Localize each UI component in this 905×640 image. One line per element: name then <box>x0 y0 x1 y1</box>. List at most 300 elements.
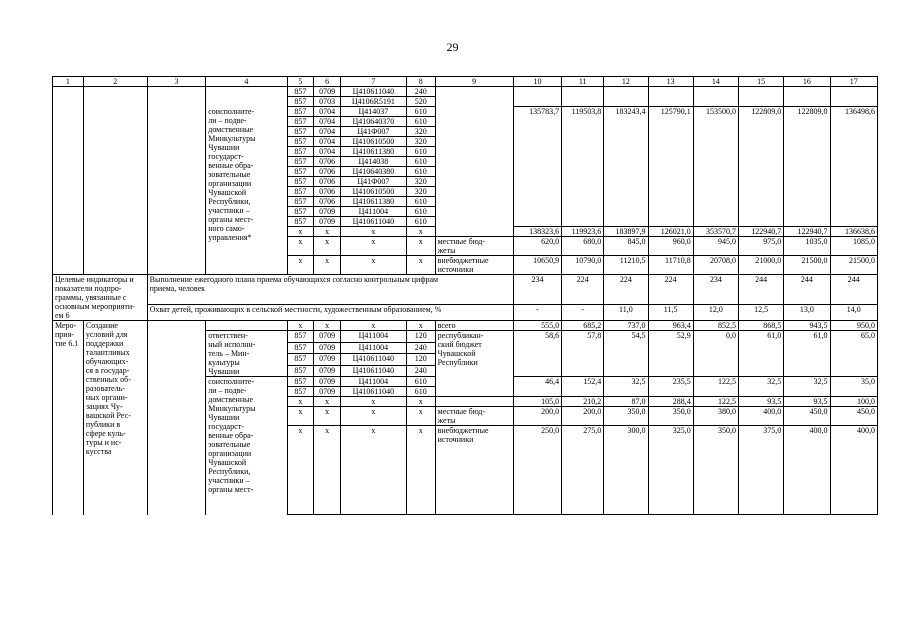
table-cell: x <box>314 256 341 275</box>
table-cell: 325,0 <box>648 426 693 515</box>
table-cell: x <box>406 397 435 407</box>
cell-line: Чувашской <box>437 349 476 358</box>
table-cell <box>784 87 830 107</box>
table-cell: 960,0 <box>648 237 693 256</box>
table-cell: 12,0 <box>693 305 738 321</box>
table-cell: 10650,9 <box>513 256 561 275</box>
cell-line: ответствен- <box>208 331 248 340</box>
cell-line: организации <box>208 178 252 188</box>
table-cell: 857 <box>287 207 314 217</box>
table-cell: 136498,6 <box>830 107 877 227</box>
table-cell: 975,0 <box>739 237 784 256</box>
cell-line: Республики, <box>208 467 251 476</box>
table-cell: 20708,0 <box>693 256 738 275</box>
cell-line: кусства <box>85 447 112 456</box>
table-cell: 58,6 <box>513 331 561 377</box>
cell-line: Чувашии <box>208 413 240 422</box>
table-cell: 234 <box>693 275 738 305</box>
table-cell: 857 <box>287 117 314 127</box>
table-cell: 963,4 <box>648 321 693 331</box>
table-cell: 135783,7 <box>513 107 561 227</box>
source-cell <box>435 331 513 397</box>
table-cell: 87,0 <box>604 397 648 407</box>
cell-line: тие 6.1 <box>55 339 79 348</box>
table-cell: 857 <box>287 147 314 157</box>
table-cell: 0709 <box>314 387 341 397</box>
cell-line: поддержки <box>85 339 124 348</box>
co-executors-cell <box>206 107 287 275</box>
table-cell: 857 <box>287 177 314 187</box>
table-cell: 100,0 <box>830 397 877 407</box>
table-cell: Ц414038 <box>340 157 406 167</box>
table-cell: 300,0 <box>604 426 648 515</box>
cell-line: талантливых <box>85 348 130 357</box>
column-header: 11 <box>562 77 604 87</box>
cell-line: республикан- <box>437 331 484 340</box>
table-cell: 224 <box>604 275 648 305</box>
table-cell: 610 <box>406 387 435 397</box>
cell-line: условий для <box>85 330 128 339</box>
table-cell: 450,0 <box>784 407 830 426</box>
table-cell: x <box>340 426 406 515</box>
table-cell: x <box>314 407 341 426</box>
cell-line: Минкультуры <box>208 133 256 143</box>
table-cell: 0706 <box>314 187 341 197</box>
measure-title <box>83 321 147 515</box>
table-cell: 275,0 <box>562 426 604 515</box>
table-cell: - <box>513 305 561 321</box>
table-cell: 122809,0 <box>739 107 784 227</box>
table-cell: 852,5 <box>693 321 738 331</box>
table-cell: 122809,0 <box>784 107 830 227</box>
cell-line: источники <box>437 265 474 274</box>
cell-line: зовательные <box>208 169 251 179</box>
table-cell: Ц410611040 <box>340 354 406 366</box>
cell-line: Целевые индикаторы и <box>55 275 134 284</box>
table-cell: Ц414037 <box>340 107 406 117</box>
table-cell: x <box>406 321 435 331</box>
table-cell: 21000,0 <box>739 256 784 275</box>
column-header: 10 <box>513 77 561 87</box>
cell-line: ся в государ- <box>85 366 130 375</box>
column-header: 16 <box>784 77 830 87</box>
cell-line: туры и ис- <box>85 438 122 447</box>
table-cell: 10790,0 <box>562 256 604 275</box>
table-cell: 240 <box>406 87 435 97</box>
page-number: 29 <box>446 40 459 54</box>
table-cell: 1085,0 <box>830 237 877 256</box>
table-cell: 240 <box>406 365 435 377</box>
table-cell: 234 <box>513 275 561 305</box>
table-cell: 250,0 <box>513 426 561 515</box>
table-cell: x <box>287 256 314 275</box>
cell-line: венные обра- <box>208 431 254 440</box>
table-cell <box>53 87 84 275</box>
table-cell <box>147 87 206 275</box>
table-cell: 857 <box>287 377 314 387</box>
table-cell: Ц410611040 <box>340 217 406 227</box>
table-cell: 122,5 <box>693 397 738 407</box>
table-cell: 240 <box>406 342 435 354</box>
table-cell: 400,0 <box>784 426 830 515</box>
table-cell: 152,4 <box>562 377 604 397</box>
table-cell: 136638,6 <box>830 227 877 237</box>
cell-line: участники – <box>208 476 250 485</box>
table-cell: Ц41Ф007 <box>340 127 406 137</box>
table-cell: 122940,7 <box>739 227 784 237</box>
table-cell: 945,0 <box>693 237 738 256</box>
table-cell: 13,0 <box>784 305 830 321</box>
table-cell: 0709 <box>314 377 341 387</box>
table-cell: Ц410611040 <box>340 387 406 397</box>
table-cell <box>830 87 877 107</box>
cell-line: публики в <box>85 420 121 429</box>
table-cell: 126021,0 <box>648 227 693 237</box>
table-cell: 857 <box>287 354 314 366</box>
table-cell <box>83 87 147 275</box>
table-cell: 120 <box>406 354 435 366</box>
cell-line: тель – Мин- <box>208 349 250 358</box>
table-cell: 200,0 <box>513 407 561 426</box>
table-cell: 0704 <box>314 107 341 117</box>
table-cell: 0709 <box>314 331 341 343</box>
table-cell <box>435 397 513 407</box>
table-cell: 244 <box>784 275 830 305</box>
cell-line: граммы, увязанные с <box>55 293 127 302</box>
cell-line: ли – подве- <box>208 386 247 395</box>
table-cell: 52,9 <box>648 331 693 377</box>
table-cell <box>206 321 287 331</box>
table-cell: 857 <box>287 97 314 107</box>
table-cell: Ц410610500 <box>340 187 406 197</box>
cell-line: соисполните- <box>208 377 255 386</box>
table-cell <box>513 87 561 107</box>
table-cell: 57,8 <box>562 331 604 377</box>
table-cell: Ц411004 <box>340 377 406 387</box>
cell-line: обучающих- <box>85 357 129 366</box>
table-cell: 610 <box>406 207 435 217</box>
cell-line: органы мест- <box>208 214 254 224</box>
cell-line: Чувашской <box>208 187 247 197</box>
cell-line: разователь- <box>85 384 125 393</box>
table-cell: 400,0 <box>830 426 877 515</box>
cell-line: жеты <box>437 246 456 255</box>
table-cell: x <box>314 321 341 331</box>
cell-line: Чувашии <box>208 367 240 376</box>
table-cell: x <box>314 237 341 256</box>
cell-line: ного само- <box>208 223 245 233</box>
table-cell: Ц410610500 <box>340 137 406 147</box>
table-cell: 224 <box>562 275 604 305</box>
table-cell: 35,0 <box>830 377 877 397</box>
table-cell: 288,4 <box>648 397 693 407</box>
cell-line: Меро- <box>55 321 77 330</box>
table-cell: x <box>314 397 341 407</box>
table-cell: 610 <box>406 117 435 127</box>
table-cell: 32,5 <box>739 377 784 397</box>
table-cell: Ц41Ф007 <box>340 177 406 187</box>
table-cell: 244 <box>739 275 784 305</box>
cell-line: жеты <box>437 416 456 425</box>
measure-id <box>53 321 84 515</box>
table-cell: 105,0 <box>513 397 561 407</box>
table-cell: Ц410611040 <box>340 87 406 97</box>
table-cell: x <box>406 407 435 426</box>
table-cell <box>693 87 738 107</box>
table-cell: x <box>287 426 314 515</box>
co-executors-cell <box>206 377 287 515</box>
column-header: 12 <box>604 77 648 87</box>
source-cell <box>435 256 513 275</box>
table-cell: 350,0 <box>693 426 738 515</box>
table-cell: 0704 <box>314 117 341 127</box>
table-cell: 119503,8 <box>562 107 604 227</box>
table-cell: 0709 <box>314 87 341 97</box>
table-cell: 857 <box>287 197 314 207</box>
table-cell: 224 <box>648 275 693 305</box>
source-cell <box>435 426 513 515</box>
table-cell: 620,0 <box>513 237 561 256</box>
cell-line: ли – подве- <box>208 115 247 125</box>
table-cell: x <box>406 227 435 237</box>
cell-line: прия- <box>55 330 74 339</box>
column-header: 15 <box>739 77 784 87</box>
table-cell <box>435 87 513 237</box>
table-cell: x <box>340 237 406 256</box>
cell-line: Республики <box>437 358 478 367</box>
cell-line: Чувашии <box>208 142 240 152</box>
table-cell: 0709 <box>314 217 341 227</box>
table-cell: 943,5 <box>784 321 830 331</box>
table-cell <box>739 87 784 107</box>
table-cell <box>604 87 648 107</box>
table-cell: 46,4 <box>513 377 561 397</box>
table-cell: 0709 <box>314 365 341 377</box>
table-cell: 380,0 <box>693 407 738 426</box>
table-cell: 138323,6 <box>513 227 561 237</box>
table-cell: 680,0 <box>562 237 604 256</box>
cell-line: вашской Рес- <box>85 411 131 420</box>
table-cell: 0709 <box>314 207 341 217</box>
table-cell: x <box>287 237 314 256</box>
table-cell: 857 <box>287 187 314 197</box>
table-cell: 0704 <box>314 127 341 137</box>
cell-line: ственных об- <box>85 375 131 384</box>
table-cell: Ц4106R5191 <box>340 97 406 107</box>
cell-line: местные бюд- <box>437 407 486 416</box>
table-row <box>53 321 878 331</box>
table-cell: 1035,0 <box>784 237 830 256</box>
table-cell: 0706 <box>314 167 341 177</box>
cell-line: Создание <box>85 321 118 330</box>
cell-line: венные обра- <box>208 160 254 170</box>
table-cell: 11,5 <box>648 305 693 321</box>
column-header: 8 <box>406 77 435 87</box>
table-cell: 0703 <box>314 97 341 107</box>
cell-line: зовательные <box>208 440 251 449</box>
table-cell: 21500,0 <box>830 256 877 275</box>
table-cell: 610 <box>406 107 435 117</box>
table-cell: 353570,7 <box>693 227 738 237</box>
table-cell: 125790,1 <box>648 107 693 227</box>
table-cell <box>562 87 604 107</box>
table-cell: 610 <box>406 167 435 177</box>
table-row <box>53 77 878 87</box>
table-cell: 857 <box>287 107 314 117</box>
cell-line: домственные <box>208 124 254 134</box>
table-cell: 868,5 <box>739 321 784 331</box>
table-cell: 610 <box>406 217 435 227</box>
table-cell: x <box>287 227 314 237</box>
table-cell: 0704 <box>314 147 341 157</box>
table-cell: 14,0 <box>830 305 877 321</box>
table-cell: Ц410611380 <box>340 197 406 207</box>
table-cell: 857 <box>287 137 314 147</box>
table-cell: x <box>406 256 435 275</box>
table-cell: x <box>314 426 341 515</box>
table-cell: 61,0 <box>784 331 830 377</box>
table-cell: 54,5 <box>604 331 648 377</box>
table-cell: 857 <box>287 127 314 137</box>
column-header: 14 <box>693 77 738 87</box>
source-cell <box>435 407 513 426</box>
cell-line: зациях Чу- <box>85 402 123 411</box>
table-cell: 555,0 <box>513 321 561 331</box>
table-cell: 93,5 <box>784 397 830 407</box>
cell-line: домственные <box>208 395 254 404</box>
table-cell: x <box>340 321 406 331</box>
table-cell: 200,0 <box>562 407 604 426</box>
table-cell: x <box>340 227 406 237</box>
table-cell: 21500,0 <box>784 256 830 275</box>
column-header: 5 <box>287 77 314 87</box>
cell-line: ный исполни- <box>208 340 256 349</box>
table-cell: 857 <box>287 387 314 397</box>
table-cell: 857 <box>287 167 314 177</box>
table-cell: x <box>287 407 314 426</box>
table-cell: 11210,5 <box>604 256 648 275</box>
cell-line: Минкультуры <box>208 404 256 413</box>
cell-line: Республики, <box>208 196 251 206</box>
table-cell: 244 <box>830 275 877 305</box>
cell-line: ем 6 <box>55 311 70 320</box>
table-cell: 400,0 <box>739 407 784 426</box>
table-cell: 0706 <box>314 177 341 187</box>
table-cell: 11710,8 <box>648 256 693 275</box>
cell-line: соисполните- <box>208 106 255 116</box>
table-cell: 857 <box>287 157 314 167</box>
table-row <box>53 275 878 305</box>
table-cell: Ц410611380 <box>340 147 406 157</box>
table-cell: 0709 <box>314 342 341 354</box>
column-header: 13 <box>648 77 693 87</box>
cell-line: Охват детей, проживающих в сельской местности, художественным образованием, % <box>149 305 442 315</box>
table-cell: x <box>406 426 435 515</box>
table-cell: 857 <box>287 342 314 354</box>
column-header: 4 <box>206 77 287 87</box>
table-cell: Ц410611040 <box>340 365 406 377</box>
table-cell: 0709 <box>314 354 341 366</box>
column-header: 17 <box>830 77 877 87</box>
table-cell: 0706 <box>314 197 341 207</box>
table-cell: x <box>340 407 406 426</box>
table-cell: 119923,6 <box>562 227 604 237</box>
table-cell: 350,0 <box>648 407 693 426</box>
table-cell: 320 <box>406 137 435 147</box>
table-cell: 32,5 <box>784 377 830 397</box>
table-cell: x <box>340 397 406 407</box>
table-cell: 120 <box>406 331 435 343</box>
budget-table <box>52 76 878 515</box>
table-cell: 183897,9 <box>604 227 648 237</box>
table-cell: 0706 <box>314 157 341 167</box>
table-cell: 93,5 <box>739 397 784 407</box>
table-cell: 737,0 <box>604 321 648 331</box>
table-cell: x <box>406 237 435 256</box>
cell-line: государст- <box>208 151 244 161</box>
table-cell: 350,0 <box>604 407 648 426</box>
table-cell: 950,0 <box>830 321 877 331</box>
cell-line: сфере куль- <box>85 429 126 438</box>
cell-line: приема, человек <box>149 284 206 293</box>
table-cell: 153500,0 <box>693 107 738 227</box>
table-cell: 685,2 <box>562 321 604 331</box>
column-header: 9 <box>435 77 513 87</box>
column-header: 1 <box>53 77 84 87</box>
table-cell: 610 <box>406 197 435 207</box>
table-cell: 857 <box>287 87 314 97</box>
column-header: 3 <box>147 77 206 87</box>
table-cell: x <box>287 321 314 331</box>
table-cell: 520 <box>406 97 435 107</box>
table-cell: 0704 <box>314 137 341 147</box>
table-cell: 375,0 <box>739 426 784 515</box>
table-cell: Ц410640370 <box>340 117 406 127</box>
table-cell: 320 <box>406 127 435 137</box>
table-cell: Ц411004 <box>340 331 406 343</box>
table-cell <box>648 87 693 107</box>
table-cell: Ц411004 <box>340 207 406 217</box>
table-cell: 61,0 <box>739 331 784 377</box>
cell-line: органы мест- <box>208 485 254 494</box>
responsible-cell <box>206 331 287 377</box>
table-cell: 857 <box>287 365 314 377</box>
table-cell: 857 <box>287 331 314 343</box>
table-cell: 12,5 <box>739 305 784 321</box>
column-header: 7 <box>340 77 406 87</box>
table-row <box>53 87 878 97</box>
table-cell: x <box>340 256 406 275</box>
table-cell: 857 <box>287 217 314 227</box>
table-cell: 122,5 <box>693 377 738 397</box>
cell-line: показатели подпро- <box>55 284 122 293</box>
table-cell: 65,0 <box>830 331 877 377</box>
cell-line: управления* <box>208 232 252 242</box>
table-cell: 0,0 <box>693 331 738 377</box>
table-cell: 610 <box>406 377 435 387</box>
cell-line: внебюджетные <box>437 256 489 265</box>
indicators-label <box>53 275 148 321</box>
table-cell: Ц411004 <box>340 342 406 354</box>
table-cell: 320 <box>406 177 435 187</box>
indicator-text <box>147 275 513 305</box>
table-cell: 11,0 <box>604 305 648 321</box>
cell-line: местные бюд- <box>437 237 486 246</box>
source-cell <box>435 237 513 256</box>
cell-line: государст- <box>208 422 244 431</box>
table-cell: - <box>562 305 604 321</box>
source-cell: всего <box>435 321 513 331</box>
